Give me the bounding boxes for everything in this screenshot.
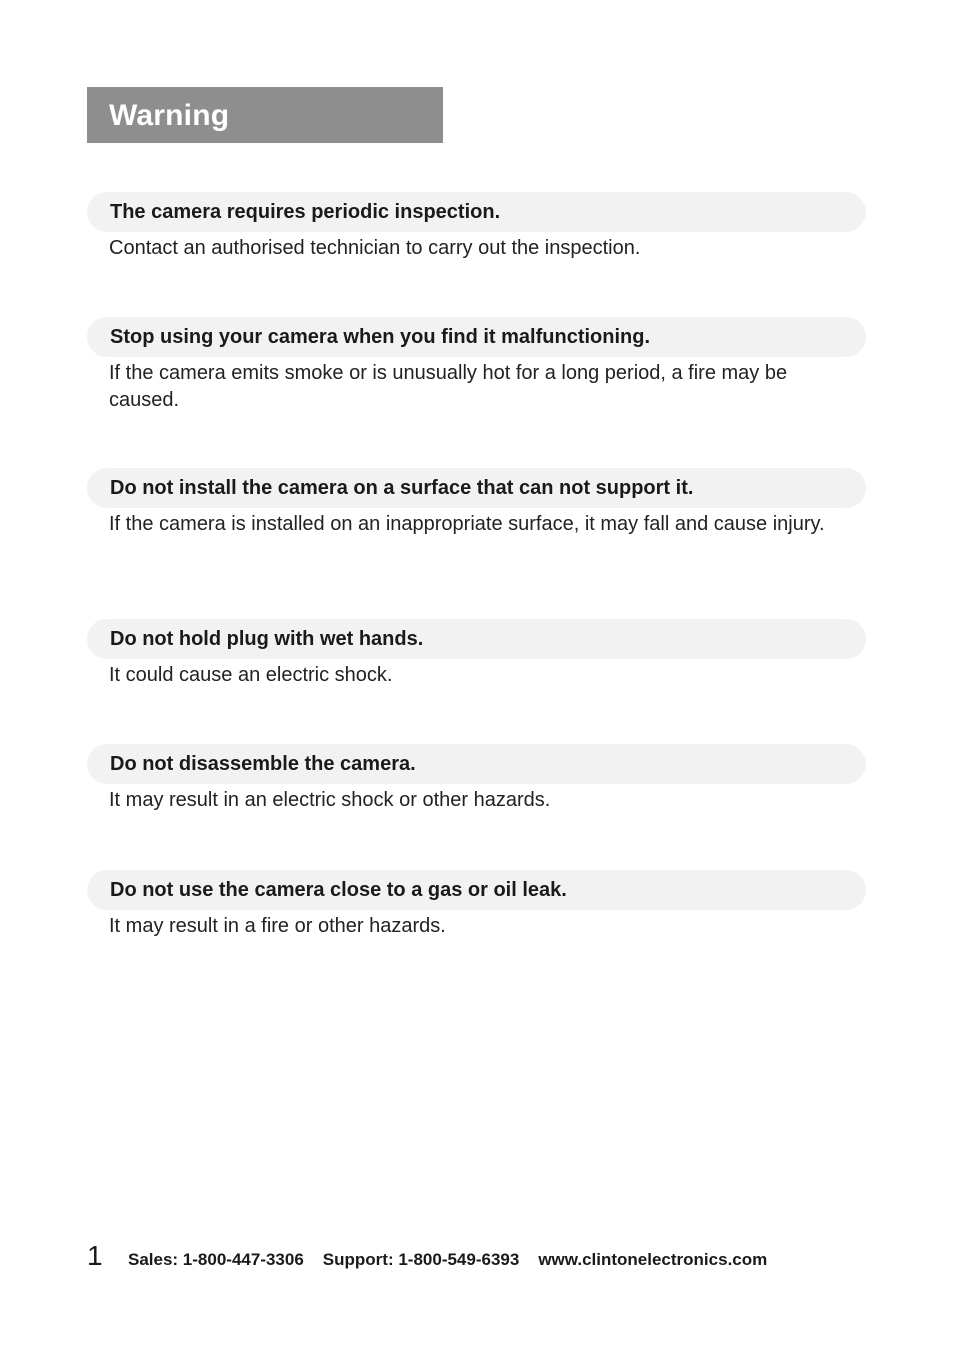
warning-item bbox=[87, 619, 866, 689]
warning-heading-text: Do not hold plug with wet hands. bbox=[110, 627, 424, 650]
page-footer bbox=[87, 1240, 867, 1276]
warning-body: It may result in a fire or other hazards. bbox=[109, 915, 446, 937]
warning-heading bbox=[87, 192, 866, 232]
warning-item bbox=[87, 468, 866, 538]
warning-heading bbox=[87, 619, 866, 659]
website-link[interactable]: www.clintonelectronics.com bbox=[538, 1250, 768, 1269]
warning-body: Contact an authorised technician to carry out the inspection. bbox=[109, 237, 641, 259]
warning-heading-text: Stop using your camera when you find it malfunctioning. bbox=[110, 325, 651, 348]
page-title: Warning bbox=[109, 99, 230, 132]
warning-heading-text: Do not disassemble the camera. bbox=[110, 752, 416, 775]
support-phone: Support: 1-800-549-6393 bbox=[322, 1250, 520, 1269]
page-number: 1 bbox=[87, 1240, 103, 1271]
warning-heading-text: The camera requires periodic inspection. bbox=[110, 200, 501, 223]
page-header bbox=[87, 87, 443, 143]
warning-heading bbox=[87, 744, 866, 784]
warning-heading bbox=[87, 468, 866, 508]
warning-body: It could cause an electric shock. bbox=[109, 664, 393, 686]
warning-item bbox=[87, 744, 866, 814]
warning-body: If the camera is installed on an inappropriate surface, it may fall and cause injury. bbox=[109, 513, 825, 535]
warning-item bbox=[87, 317, 866, 414]
warning-body: It may result in an electric shock or other hazards. bbox=[109, 789, 551, 811]
warning-item bbox=[87, 192, 866, 262]
warning-item bbox=[87, 870, 866, 940]
warning-body: If the camera emits smoke or is unusually hot for a long period, a fire may be caused. bbox=[109, 362, 788, 411]
warning-heading-text: Do not use the camera close to a gas or oil leak. bbox=[110, 878, 567, 901]
warning-heading bbox=[87, 317, 866, 357]
warning-heading-text: Do not install the camera on a surface that can not support it. bbox=[110, 476, 694, 499]
warning-heading bbox=[87, 870, 866, 910]
sales-phone: Sales: 1-800-447-3306 bbox=[128, 1250, 304, 1269]
